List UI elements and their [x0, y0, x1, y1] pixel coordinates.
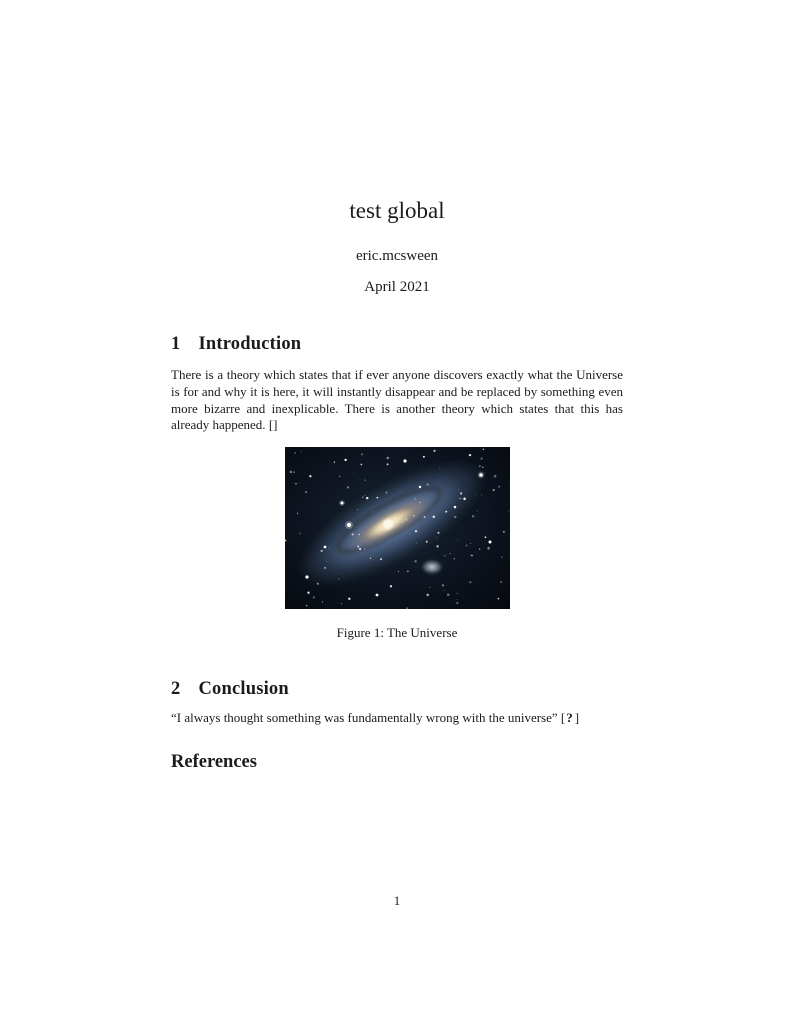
conclusion-paragraph: [171, 710, 623, 727]
page-content: [171, 0, 623, 773]
section-heading-conclusion: [171, 679, 623, 700]
unresolved-citation: [? ]: [560, 709, 580, 725]
introduction-paragraph: [171, 367, 623, 433]
document-title: test global: [349, 198, 445, 223]
section-number: 1: [171, 334, 181, 355]
empty-citation-brackets: []: [268, 417, 278, 433]
section-number: 2: [171, 678, 181, 699]
document-author: eric.mcsween: [355, 248, 439, 265]
figure-universe: [171, 447, 623, 641]
figure-caption: Figure 1: The Universe: [336, 624, 458, 640]
document-date: April 2021: [364, 279, 430, 296]
conclusion-quote: “I always thought something was fundamentally wrong with the universe”: [171, 709, 558, 725]
andromeda-galaxy-image: [285, 447, 510, 609]
section-label: Introduction: [198, 334, 302, 355]
section-heading-introduction: [171, 334, 623, 355]
section-label: Conclusion: [198, 678, 289, 699]
citation-question-mark: ?: [566, 709, 573, 725]
companion-galaxy: [421, 559, 443, 574]
references-heading: References: [171, 752, 257, 773]
introduction-text: There is a theory which states that if ever anyone discovers exactly what the Universe is for and why it is here, it will instantly disappear and be replaced by something even more bizarre and inexplicable. There is another theory which states that this has already happened.: [171, 367, 623, 433]
page-number: 1: [393, 893, 401, 908]
